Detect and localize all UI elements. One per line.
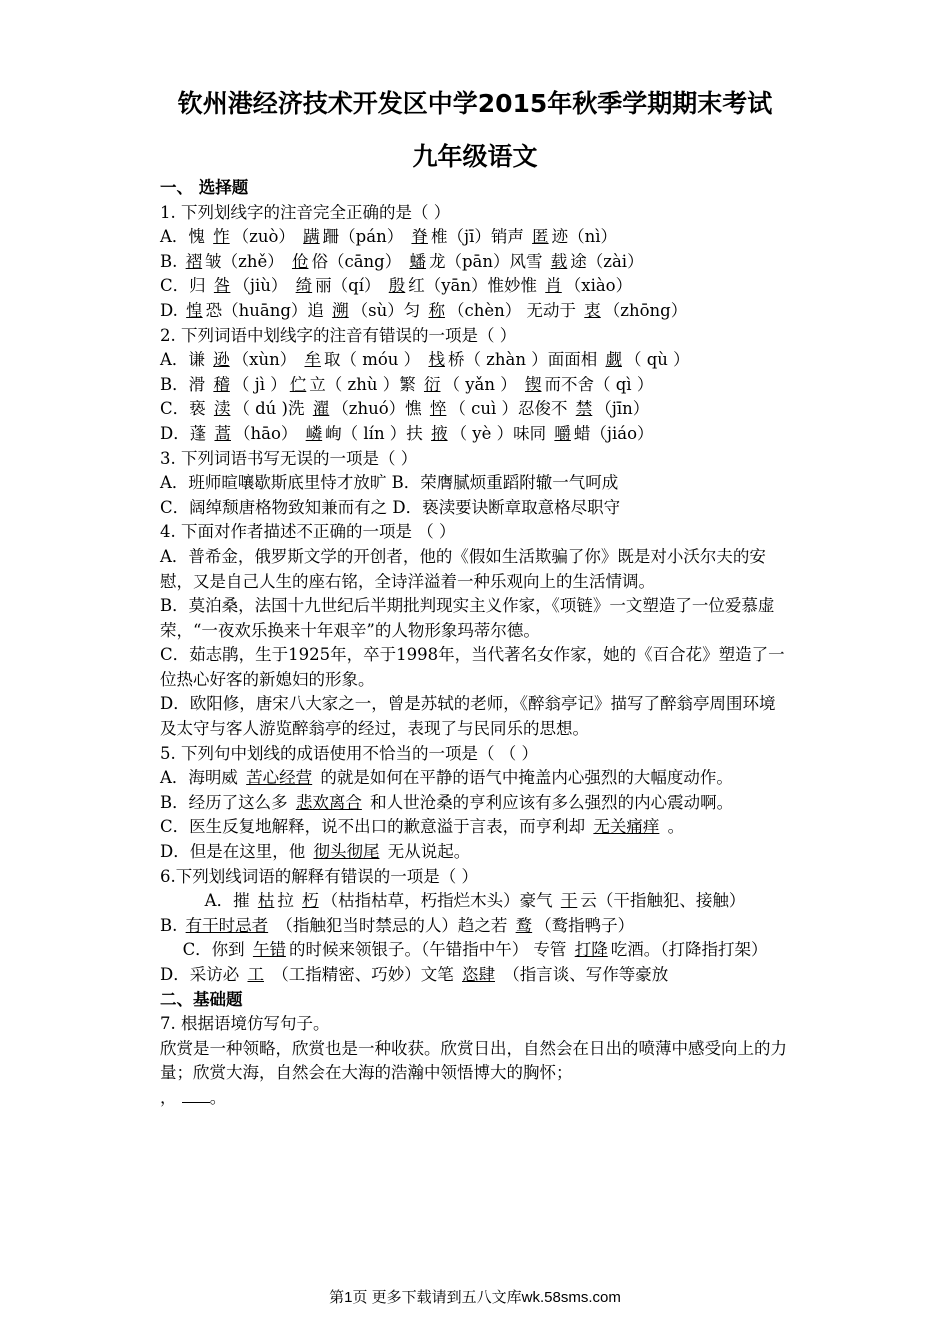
question-1-stem: 1. 下列划线字的注音完全正确的是（ ） xyxy=(160,202,451,222)
question-6-option-c: C．你到 午错 的时候来领银子。（午错指中午） 专管 打降 吃酒。（打降指打架） xyxy=(182,940,768,960)
question-3-options-cd: C．阔绰颓唐格物致知兼而有之 D．亵渎要诀断章取意格尽职守 xyxy=(160,497,621,517)
question-6-stem: 6.下列划线词语的解释有错误的一项是（ ） xyxy=(160,866,478,886)
question-3-stem: 3. 下列词语书写无误的一项是（ ） xyxy=(160,448,418,468)
question-7-answer-line: ， 。 xyxy=(160,1087,227,1107)
section-heading-choice: 一、 选择题 xyxy=(160,178,249,197)
question-5-option-d: D．但是在这里，他 彻头彻尾 无从说起。 xyxy=(160,842,471,862)
question-5-option-b: B．经历了这么多 悲欢离合 和人世沧桑的亨利应该有多么强烈的内心震动啊。 xyxy=(160,792,734,812)
question-7-stem: 7. 根据语境仿写句子。 xyxy=(160,1014,330,1034)
exam-content xyxy=(160,176,790,1111)
question-5-option-c: C．医生反复地解释，说不出口的歉意溢于言表，而亨利却 无关痛痒 。 xyxy=(160,817,685,837)
question-2-option-c: C．亵 渎 （ dú )洗 濯 （zhuó）憔 悴 （ cuì ）忍俊不 禁 （jīn） xyxy=(160,399,650,419)
question-2-option-a: A．谦 逊 （xùn） 牟 取（ móu ） 栈 桥（ zhàn ）面面相 觑 （ qù ） xyxy=(160,350,690,370)
section-heading-basic: 二、基础题 xyxy=(160,989,243,1009)
question-4-option-d: D．欧阳修，唐宋八大家之一，曾是苏轼的老师，《醉翁亭记》描写了醉翁亭周围环境及太守与客人游览醉翁亭的经过，表现了与民同乐的思想。 xyxy=(160,694,776,739)
question-3-options-ab: A．班师暄嚷歇斯底里恃才放旷 B．荣膺腻烦重蹈附辙一气呵成 xyxy=(160,473,619,493)
answer-blank[interactable] xyxy=(182,1088,210,1103)
question-7-body: 欣赏是一种领略，欣赏也是一种收获。欣赏日出，自然会在日出的喷薄中感受向上的力量；欣赏大海，自然会在大海的浩瀚中领悟博大的胸怀； xyxy=(160,1038,787,1083)
page-footer: 第1页 更多下载请到五八文库wk.58sms.com xyxy=(329,1289,621,1306)
question-4-option-a: A．普希金，俄罗斯文学的开创者，他的《假如生活欺骗了你》既是对小沃尔夫的安慰，又是自己人生的座右铭，全诗洋溢着一种乐观向上的生活情调。 xyxy=(160,546,766,591)
question-5-stem: 5. 下列句中划线的成语使用不恰当的一项是（ （ ） xyxy=(160,743,538,763)
question-1-option-d: D. 惶 恐（huāng）追 溯 （sù）匀 称 （chèn） 无动于 衷 （zhōng） xyxy=(160,300,688,320)
question-1-option-a: A．愧 怍 （zuò） 蹒 跚（pán） 脊 椎（jī）销声 匿 迹（nì） xyxy=(160,227,617,247)
question-6-option-a: A．摧 枯 拉 朽 （枯指枯草，朽指烂木头）豪气 干 云（干指触犯、接触） xyxy=(204,891,746,911)
question-6-option-d: D．采访必 工 （工指精密、巧妙）文笔 恣肆 （指言谈、写作等豪放 xyxy=(160,965,669,984)
question-2-option-d: D．蓬 蒿 （hāo） 嶙 峋（ lín ）扶 掖 （ yè ）味同 嚼 蜡（jiáo） xyxy=(160,423,654,443)
exam-subtitle: 九年级语文 xyxy=(412,142,538,171)
question-2-stem: 2. 下列词语中划线字的注音有错误的一项是（ ） xyxy=(160,325,517,345)
question-2-option-b: B．滑 稽 （ jì ） 伫 立（ zhù ）繁 衍 （ yǎn ） 锲 而不舍（ qì ） xyxy=(160,374,654,394)
question-4-option-b: B．莫泊桑，法国十九世纪后半期批判现实主义作家，《项链》一文塑造了一位爱慕虚荣，“一夜欢乐换来十年艰辛”的人物形象玛蒂尔德。 xyxy=(160,596,775,640)
question-5-option-a: A．海明威 苦心经营 的就是如何在平静的语气中掩盖内心强烈的大幅度动作。 xyxy=(160,768,733,788)
exam-title: 钦州港经济技术开发区中学2015年秋季学期期末考试 xyxy=(177,89,773,118)
question-1-option-b: B. 褶 皱（zhě） 伧 俗（cāng） 蟠 龙（pān）风雪 载 途（zài） xyxy=(160,251,644,271)
question-4-stem: 4. 下面对作者描述不正确的一项是 （ ） xyxy=(160,522,456,542)
question-4-option-c: C．茹志鹃，生于1925年，卒于1998年，当代著名女作家，她的《百合花》塑造了一位热心好客的新媳妇的形象。 xyxy=(160,645,785,689)
question-1-option-c: C．归 咎 （jiù） 绮 丽（qí） 殷 红（yān）惟妙惟 肖 （xiào） xyxy=(160,276,633,296)
question-6-option-b: B. 有干时忌者 （指触犯当时禁忌的人）趋之若 鹜 （鹜指鸭子） xyxy=(160,915,635,935)
